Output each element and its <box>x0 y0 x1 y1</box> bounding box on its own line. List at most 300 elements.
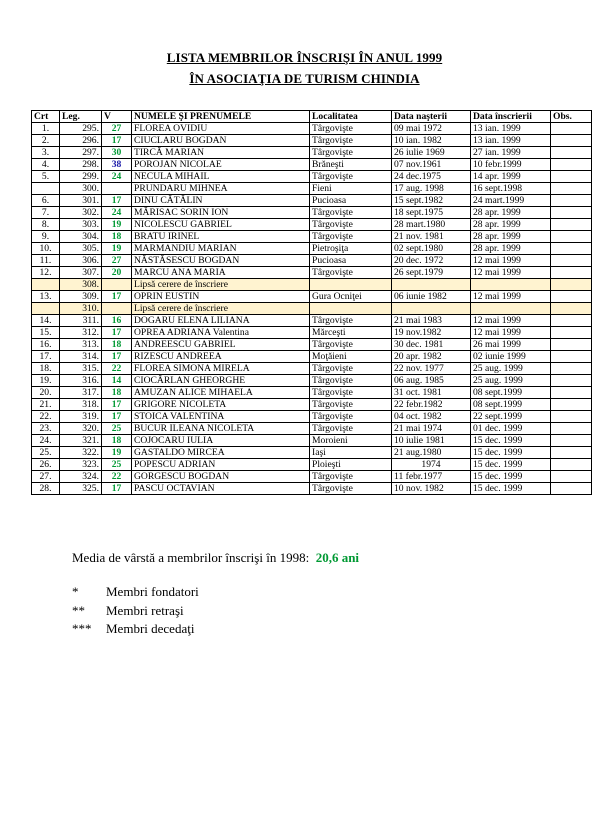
cell-obs <box>551 375 592 387</box>
cell-crt: 4. <box>32 159 60 171</box>
cell-v: 17 <box>102 399 132 411</box>
cell-leg: 325. <box>60 483 102 495</box>
cell-locality: Moţăieni <box>310 351 392 363</box>
cell-obs <box>551 435 592 447</box>
cell-name: BRATU IRINEL <box>132 231 310 243</box>
cell-enrollment-date: 15 dec. 1999 <box>471 459 551 471</box>
cell-name: POPESCU ADRIAN <box>132 459 310 471</box>
document-title: LISTA MEMBRILOR ÎNSCRIŞI ÎN ANUL 1999 <box>166 50 443 65</box>
legend-item-deceased <box>72 621 194 637</box>
cell-birth-date: 26 sept.1979 <box>392 267 471 279</box>
cell-name: NECULA MIHAIL <box>132 171 310 183</box>
cell-birth-date: 20 apr. 1982 <box>392 351 471 363</box>
cell-birth-date: 24 dec.1975 <box>392 171 471 183</box>
cell-v: 22 <box>102 471 132 483</box>
average-age-statement <box>72 550 359 566</box>
cell-locality: Târgovişte <box>310 471 392 483</box>
cell-obs <box>551 195 592 207</box>
cell-birth-date: 31 oct. 1981 <box>392 387 471 399</box>
cell-locality: Brăneşti <box>310 159 392 171</box>
table-row <box>32 123 592 135</box>
cell-crt: 10. <box>32 243 60 255</box>
table-row <box>32 327 592 339</box>
cell-obs <box>551 219 592 231</box>
cell-crt: 13. <box>32 291 60 303</box>
cell-enrollment-date: 25 aug. 1999 <box>471 363 551 375</box>
cell-birth-date: 17 aug. 1998 <box>392 183 471 195</box>
cell-crt: 28. <box>32 483 60 495</box>
cell-locality: Târgovişte <box>310 135 392 147</box>
cell-birth-date: 10 nov. 1982 <box>392 483 471 495</box>
table-row <box>32 339 592 351</box>
cell-birth-date: 18 sept.1975 <box>392 207 471 219</box>
cell-name: COJOCARU IULIA <box>132 435 310 447</box>
table-row <box>32 423 592 435</box>
legend-text: Membri retraşi <box>106 603 184 618</box>
table-row <box>32 447 592 459</box>
cell-obs <box>551 147 592 159</box>
cell-leg: 309. <box>60 291 102 303</box>
cell-crt: 25. <box>32 447 60 459</box>
cell-enrollment-date: 02 iunie 1999 <box>471 351 551 363</box>
cell-locality: Târgovişte <box>310 387 392 399</box>
cell-leg: 305. <box>60 243 102 255</box>
cell-birth-date: 09 mai 1972 <box>392 123 471 135</box>
column-header-name: NUMELE ŞI PRENUMELE <box>132 111 310 123</box>
column-header-locality: Localitatea <box>310 111 392 123</box>
cell-crt: 7. <box>32 207 60 219</box>
table-row <box>32 399 592 411</box>
cell-crt: 11. <box>32 255 60 267</box>
table-row <box>32 303 592 315</box>
table-row <box>32 147 592 159</box>
cell-obs <box>551 339 592 351</box>
cell-crt: 27. <box>32 471 60 483</box>
cell-locality: Fieni <box>310 183 392 195</box>
table-row <box>32 387 592 399</box>
cell-crt <box>32 183 60 195</box>
cell-locality: Târgovişte <box>310 363 392 375</box>
table-row <box>32 363 592 375</box>
cell-name: PRUNDARU MIHNEA <box>132 183 310 195</box>
cell-locality: Târgovişte <box>310 207 392 219</box>
cell-leg: 297. <box>60 147 102 159</box>
table-row <box>32 219 592 231</box>
cell-obs <box>551 279 592 291</box>
cell-locality: Pietroşiţa <box>310 243 392 255</box>
cell-birth-date: 22 febr.1982 <box>392 399 471 411</box>
table-row <box>32 243 592 255</box>
cell-name: MARMANDIU MARIAN <box>132 243 310 255</box>
cell-leg: 321. <box>60 435 102 447</box>
cell-obs <box>551 171 592 183</box>
table-row <box>32 183 592 195</box>
cell-v: 18 <box>102 231 132 243</box>
cell-obs <box>551 267 592 279</box>
cell-name: OPREA ADRIANA Valentina <box>132 327 310 339</box>
cell-locality: Gura Ocniţei <box>310 291 392 303</box>
cell-name: NĂSTĂSESCU BOGDAN <box>132 255 310 267</box>
cell-birth-date: 07 nov.1961 <box>392 159 471 171</box>
cell-leg: 301. <box>60 195 102 207</box>
column-header-birth-date: Data naşterii <box>392 111 471 123</box>
cell-locality: Pucioasa <box>310 195 392 207</box>
cell-v: 27 <box>102 123 132 135</box>
cell-name: DOGARU ELENA LILIANA <box>132 315 310 327</box>
cell-obs <box>551 363 592 375</box>
cell-locality: Târgovişte <box>310 399 392 411</box>
cell-name: STOICA VALENTINA <box>132 411 310 423</box>
cell-obs <box>551 399 592 411</box>
cell-enrollment-date <box>471 279 551 291</box>
cell-enrollment-date: 12 mai 1999 <box>471 291 551 303</box>
cell-obs <box>551 255 592 267</box>
cell-name: BUCUR ILEANA NICOLETA <box>132 423 310 435</box>
cell-obs <box>551 483 592 495</box>
cell-v: 17 <box>102 351 132 363</box>
cell-v <box>102 279 132 291</box>
cell-v: 14 <box>102 375 132 387</box>
cell-leg: 308. <box>60 279 102 291</box>
cell-name: GORGESCU BOGDAN <box>132 471 310 483</box>
table-row <box>32 471 592 483</box>
cell-leg: 315. <box>60 363 102 375</box>
cell-v <box>102 303 132 315</box>
cell-crt: 16. <box>32 339 60 351</box>
cell-birth-date: 10 ian. 1982 <box>392 135 471 147</box>
cell-locality: Târgovişte <box>310 483 392 495</box>
cell-locality: Moroieni <box>310 435 392 447</box>
cell-locality <box>310 279 392 291</box>
cell-obs <box>551 159 592 171</box>
cell-crt: 1. <box>32 123 60 135</box>
cell-birth-date: 15 sept.1982 <box>392 195 471 207</box>
cell-v: 17 <box>102 291 132 303</box>
cell-obs <box>551 471 592 483</box>
cell-leg: 295. <box>60 123 102 135</box>
cell-enrollment-date: 12 mai 1999 <box>471 267 551 279</box>
cell-obs <box>551 123 592 135</box>
column-header-leg: Leg. <box>60 111 102 123</box>
cell-birth-date: 21 mai 1983 <box>392 315 471 327</box>
cell-leg: 320. <box>60 423 102 435</box>
cell-obs <box>551 387 592 399</box>
cell-enrollment-date: 15 dec. 1999 <box>471 483 551 495</box>
cell-birth-date: 10 iulie 1981 <box>392 435 471 447</box>
cell-leg: 310. <box>60 303 102 315</box>
cell-name: GASTALDO MIRCEA <box>132 447 310 459</box>
cell-v: 17 <box>102 135 132 147</box>
cell-locality: Târgovişte <box>310 315 392 327</box>
cell-leg: 298. <box>60 159 102 171</box>
cell-leg: 299. <box>60 171 102 183</box>
cell-enrollment-date: 08 sept.1999 <box>471 387 551 399</box>
cell-v: 18 <box>102 387 132 399</box>
table-row <box>32 411 592 423</box>
cell-leg: 306. <box>60 255 102 267</box>
cell-crt: 22. <box>32 411 60 423</box>
cell-crt: 21. <box>32 399 60 411</box>
cell-name: CIOCÂRLAN GHEORGHE <box>132 375 310 387</box>
cell-leg: 313. <box>60 339 102 351</box>
table-header-row <box>32 111 592 123</box>
cell-leg: 302. <box>60 207 102 219</box>
cell-crt: 9. <box>32 231 60 243</box>
cell-leg: 324. <box>60 471 102 483</box>
table-row <box>32 315 592 327</box>
cell-leg: 316. <box>60 375 102 387</box>
legend-mark: *** <box>72 621 92 636</box>
cell-crt: 19. <box>32 375 60 387</box>
cell-crt: 12. <box>32 267 60 279</box>
table-row <box>32 435 592 447</box>
cell-locality <box>310 303 392 315</box>
cell-crt: 3. <box>32 147 60 159</box>
cell-v: 30 <box>102 147 132 159</box>
cell-obs <box>551 183 592 195</box>
cell-birth-date: 02 sept.1980 <box>392 243 471 255</box>
cell-locality: Târgovişte <box>310 375 392 387</box>
cell-leg: 323. <box>60 459 102 471</box>
cell-leg: 317. <box>60 387 102 399</box>
cell-obs <box>551 135 592 147</box>
cell-name: PASCU OCTAVIAN <box>132 483 310 495</box>
cell-locality: Târgovişte <box>310 231 392 243</box>
cell-crt: 26. <box>32 459 60 471</box>
cell-leg: 300. <box>60 183 102 195</box>
column-header-obs: Obs. <box>551 111 592 123</box>
table-row <box>32 195 592 207</box>
cell-name: GRIGORE NICOLETA <box>132 399 310 411</box>
cell-birth-date: 21 mai 1974 <box>392 423 471 435</box>
cell-name: MĂRISAC SORIN ION <box>132 207 310 219</box>
cell-leg: 304. <box>60 231 102 243</box>
cell-name: Lipsă cerere de înscriere <box>132 303 310 315</box>
cell-enrollment-date: 15 dec. 1999 <box>471 471 551 483</box>
cell-obs <box>551 243 592 255</box>
cell-v: 27 <box>102 255 132 267</box>
cell-obs <box>551 411 592 423</box>
cell-birth-date: 21 aug.1980 <box>392 447 471 459</box>
cell-locality: Târgovişte <box>310 147 392 159</box>
cell-v: 20 <box>102 267 132 279</box>
cell-name: OPRIN EUSTIN <box>132 291 310 303</box>
cell-name: DINU CĂTĂLIN <box>132 195 310 207</box>
cell-v: 17 <box>102 483 132 495</box>
cell-name: POROJAN NICOLAE <box>132 159 310 171</box>
cell-crt: 8. <box>32 219 60 231</box>
cell-v: 22 <box>102 363 132 375</box>
cell-crt <box>32 303 60 315</box>
cell-birth-date: 19 nov.1982 <box>392 327 471 339</box>
average-age-label: Media de vârstă a membrilor înscrişi în 1998: <box>72 550 310 565</box>
cell-obs <box>551 315 592 327</box>
cell-name: NICOLESCU GABRIEL <box>132 219 310 231</box>
table-row <box>32 279 592 291</box>
table-row <box>32 207 592 219</box>
cell-crt: 20. <box>32 387 60 399</box>
cell-crt: 14. <box>32 315 60 327</box>
cell-enrollment-date: 01 dec. 1999 <box>471 423 551 435</box>
cell-enrollment-date: 25 aug. 1999 <box>471 375 551 387</box>
cell-crt: 5. <box>32 171 60 183</box>
cell-locality: Iaşi <box>310 447 392 459</box>
table-row <box>32 267 592 279</box>
table-row <box>32 375 592 387</box>
cell-leg: 296. <box>60 135 102 147</box>
cell-birth-date: 11 febr.1977 <box>392 471 471 483</box>
cell-leg: 322. <box>60 447 102 459</box>
cell-crt: 17. <box>32 351 60 363</box>
cell-locality: Pucioasa <box>310 255 392 267</box>
table-row <box>32 291 592 303</box>
table-row <box>32 459 592 471</box>
table-row <box>32 135 592 147</box>
cell-leg: 314. <box>60 351 102 363</box>
cell-obs <box>551 351 592 363</box>
table-row <box>32 159 592 171</box>
cell-enrollment-date: 28 apr. 1999 <box>471 231 551 243</box>
cell-v: 19 <box>102 243 132 255</box>
table-row <box>32 255 592 267</box>
cell-birth-date <box>392 303 471 315</box>
cell-enrollment-date: 13 ian. 1999 <box>471 123 551 135</box>
column-header-enrollment-date: Data înscrierii <box>471 111 551 123</box>
cell-v: 17 <box>102 327 132 339</box>
column-header-v: V <box>102 111 132 123</box>
cell-leg: 312. <box>60 327 102 339</box>
cell-v: 25 <box>102 459 132 471</box>
table-row <box>32 351 592 363</box>
cell-enrollment-date: 13 ian. 1999 <box>471 135 551 147</box>
cell-enrollment-date: 22 sept.1999 <box>471 411 551 423</box>
cell-locality: Târgovişte <box>310 411 392 423</box>
cell-enrollment-date: 28 apr. 1999 <box>471 219 551 231</box>
cell-v: 19 <box>102 447 132 459</box>
cell-birth-date: 04 oct. 1982 <box>392 411 471 423</box>
cell-v <box>102 183 132 195</box>
cell-enrollment-date: 16 sept.1998 <box>471 183 551 195</box>
legend-mark: * <box>72 584 79 599</box>
legend-item-founders <box>72 584 199 600</box>
cell-crt: 18. <box>32 363 60 375</box>
cell-enrollment-date: 28 apr. 1999 <box>471 207 551 219</box>
average-age-value: 20,6 ani <box>315 550 360 565</box>
cell-leg: 303. <box>60 219 102 231</box>
table-row <box>32 171 592 183</box>
cell-enrollment-date: 26 mai 1999 <box>471 339 551 351</box>
cell-v: 18 <box>102 339 132 351</box>
cell-locality: Târgovişte <box>310 171 392 183</box>
cell-enrollment-date: 24 mart.1999 <box>471 195 551 207</box>
legend-text: Membri decedaţi <box>106 621 195 636</box>
cell-enrollment-date: 12 mai 1999 <box>471 255 551 267</box>
cell-leg: 311. <box>60 315 102 327</box>
cell-enrollment-date: 27 ian. 1999 <box>471 147 551 159</box>
table-row <box>32 231 592 243</box>
cell-crt: 6. <box>32 195 60 207</box>
cell-name: TIRCĂ MARIAN <box>132 147 310 159</box>
cell-locality: Ploieşti <box>310 459 392 471</box>
cell-v: 24 <box>102 207 132 219</box>
cell-v: 17 <box>102 195 132 207</box>
cell-locality: Târgovişte <box>310 423 392 435</box>
cell-name: RIZESCU ANDREEA <box>132 351 310 363</box>
cell-crt: 2. <box>32 135 60 147</box>
cell-crt: 23. <box>32 423 60 435</box>
cell-v: 24 <box>102 171 132 183</box>
cell-name: CIUCLARU BOGDAN <box>132 135 310 147</box>
cell-obs <box>551 459 592 471</box>
cell-locality: Mărceşti <box>310 327 392 339</box>
cell-crt: 24. <box>32 435 60 447</box>
cell-obs <box>551 207 592 219</box>
cell-name: FLOREA SIMONA MIRELA <box>132 363 310 375</box>
legend-item-retired <box>72 603 184 619</box>
cell-name: ANDREESCU GABRIEL <box>132 339 310 351</box>
legend-mark: ** <box>72 603 85 618</box>
cell-obs <box>551 327 592 339</box>
cell-crt <box>32 279 60 291</box>
cell-birth-date: 06 aug. 1985 <box>392 375 471 387</box>
cell-v: 19 <box>102 219 132 231</box>
cell-birth-date: 22 nov. 1977 <box>392 363 471 375</box>
table-row <box>32 483 592 495</box>
cell-obs <box>551 231 592 243</box>
cell-v: 38 <box>102 159 132 171</box>
cell-v: 25 <box>102 423 132 435</box>
column-header-crt: Crt <box>32 111 60 123</box>
cell-birth-date: 06 iunie 1982 <box>392 291 471 303</box>
cell-obs <box>551 423 592 435</box>
cell-enrollment-date: 12 mai 1999 <box>471 315 551 327</box>
cell-leg: 319. <box>60 411 102 423</box>
cell-enrollment-date: 14 apr. 1999 <box>471 171 551 183</box>
cell-obs <box>551 303 592 315</box>
cell-birth-date: 26 iulie 1969 <box>392 147 471 159</box>
cell-locality: Târgovişte <box>310 339 392 351</box>
cell-birth-date <box>392 279 471 291</box>
cell-enrollment-date: 08 sept.1999 <box>471 399 551 411</box>
cell-name: AMUZAN ALICE MIHAELA <box>132 387 310 399</box>
cell-leg: 318. <box>60 399 102 411</box>
cell-birth-date: 28 mart.1980 <box>392 219 471 231</box>
cell-enrollment-date: 15 dec. 1999 <box>471 447 551 459</box>
legend-text: Membri fondatori <box>106 584 199 599</box>
cell-enrollment-date: 12 mai 1999 <box>471 327 551 339</box>
cell-locality: Târgovişte <box>310 123 392 135</box>
cell-enrollment-date <box>471 303 551 315</box>
cell-locality: Târgovişte <box>310 219 392 231</box>
cell-name: FLOREA OVIDIU <box>132 123 310 135</box>
cell-birth-date: 21 nov. 1981 <box>392 231 471 243</box>
cell-v: 17 <box>102 411 132 423</box>
members-table <box>31 110 592 495</box>
cell-enrollment-date: 15 dec. 1999 <box>471 435 551 447</box>
document-subtitle: ÎN ASOCIAŢIA DE TURISM CHINDIA <box>189 71 420 86</box>
cell-leg: 307. <box>60 267 102 279</box>
cell-name: MARCU ANA MARIA <box>132 267 310 279</box>
cell-v: 18 <box>102 435 132 447</box>
cell-v: 16 <box>102 315 132 327</box>
cell-birth-date: 30 dec. 1981 <box>392 339 471 351</box>
cell-enrollment-date: 10 febr.1999 <box>471 159 551 171</box>
cell-obs <box>551 447 592 459</box>
cell-birth-date: 20 dec. 1972 <box>392 255 471 267</box>
cell-name: Lipsă cerere de înscriere <box>132 279 310 291</box>
cell-obs <box>551 291 592 303</box>
cell-crt: 15. <box>32 327 60 339</box>
